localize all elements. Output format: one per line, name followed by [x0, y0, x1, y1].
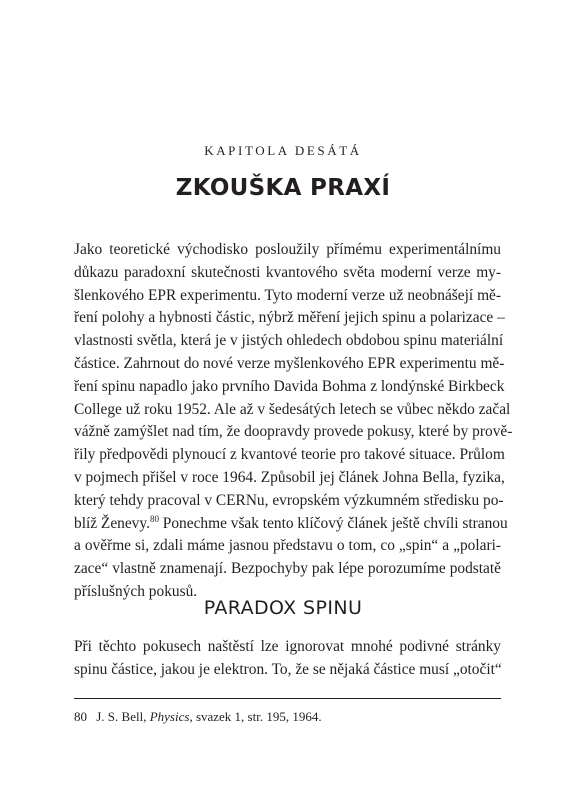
text-line: vážně zamýšlet nad tím, že doopravdy provede pokusy, které by prově- — [74, 423, 513, 441]
text-line: příslušných pokusů. — [74, 582, 198, 600]
text-line: a ověřme si, zdali máme jasnou představu o tom, co „spin“ a „polari- — [74, 537, 501, 555]
body-paragraph — [74, 239, 513, 604]
text-line: v pojmech přišel v roce 1964. Způsobil jej článek Johna Bella, fyzika, — [74, 468, 505, 486]
chapter-label: KAPITOLA DESÁTÁ — [204, 143, 362, 158]
footnote-number: 80 — [74, 709, 87, 724]
text-line: Při těchto pokusech naštěstí lze ignorovat mnohé podivné stránky — [74, 638, 501, 655]
text-line: ření polohy a hybnosti částic, nýbrž měření jejich spinu a polarizace – — [74, 309, 505, 327]
text-line: důkazu paradoxní skutečnosti kvantového světa moderní verze my- — [74, 263, 501, 281]
footnote — [74, 708, 501, 726]
text-fragment: blíž Ženevy. — [74, 514, 150, 532]
text-line: vlastnosti světla, která je v jistých ohledech obdobou spinu materiální — [74, 332, 504, 350]
footnote-journal: Physics — [149, 709, 190, 724]
text-line: řily předpovědi plynoucí z kvantové teorie pro takové situace. Průlom — [74, 446, 505, 464]
text-line: který tehdy pracoval v CERNu, evropském výzkumném středisku po- — [74, 491, 504, 509]
text-line-with-footnote — [74, 513, 508, 536]
text-line: ření spinu napadlo jako prvního Davida Bohma z londýnské Birkbeck — [74, 377, 505, 395]
footnote-reference[interactable]: 80 — [149, 513, 159, 524]
body-paragraph — [74, 636, 501, 682]
text-line: College už roku 1952. Ale až v šedesátých letech se vůbec někdo začal — [74, 400, 511, 418]
text-line: spinu částice, jakou je elektron. To, že se nějaká částice musí „otočit“ — [74, 660, 502, 678]
text-line: zace“ vlastně znamenají. Bezpochyby pak lépe porozumíme podstatě — [74, 560, 501, 578]
footnote-details: , svazek 1, str. 195, 1964. — [189, 709, 322, 724]
chapter-title: ZKOUŠKA PRAXÍ — [175, 175, 391, 201]
text-fragment: Ponechme však tento klíčový článek ještě chvíli stranou — [158, 514, 508, 532]
text-line: částice. Zahrnout do nové verze myšlenkového EPR experimentu mě- — [74, 354, 505, 372]
text-line: šlenkového EPR experimentu. Tyto moderní verze už neobnášejí mě- — [74, 286, 501, 304]
footnote-divider — [74, 698, 501, 699]
text-line: Jako teoretické východisko posloužily přímému experimentálnímu — [74, 241, 501, 258]
footnote-author: J. S. Bell, — [96, 709, 147, 724]
section-heading: PARADOX SPINU — [203, 597, 363, 619]
